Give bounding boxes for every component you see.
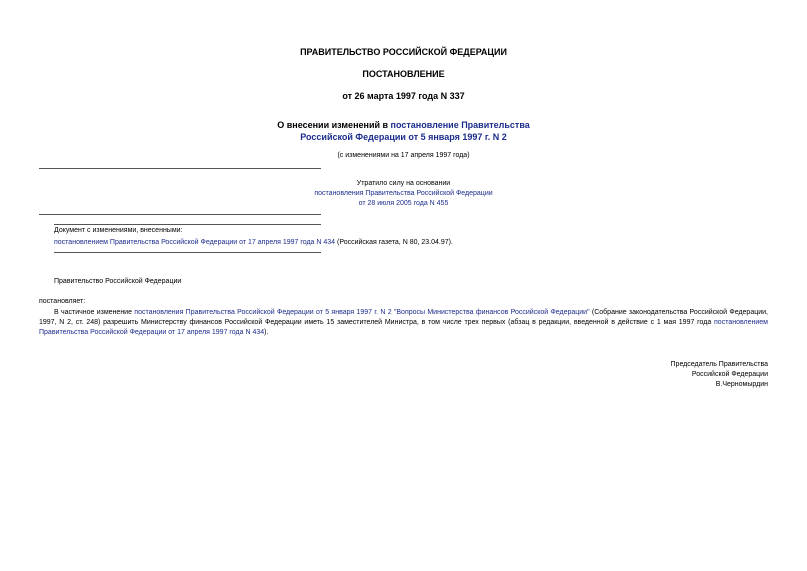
paragraph-middle: (Собрание законодательства Российской Федерации, 1997, N 2, ст. 248) разрешить Министерству финансов Российской Федерации иметь 15 заместителей Министра, в том числе трех первых (абзац в редакции, введенной в действие с 1 мая 1997 года [39, 309, 768, 326]
government-title: ПРАВИТЕЛЬСТВО РОССИЙСКОЙ ФЕДЕРАЦИИ [300, 47, 507, 57]
main-paragraph [39, 308, 768, 337]
paragraph-link-resolution-2[interactable]: постановления Правительства Российской Федерации от 5 января 1997 г. N 2 "Вопросы Министерства финансов Российской Федерации" [134, 309, 590, 316]
amendment-note: (с изменениями на 17 апреля 1997 года) [337, 152, 470, 159]
changes-intro: Документ с изменениями, внесенными: [54, 227, 183, 234]
paragraph-end: ). [264, 328, 269, 336]
divider [54, 224, 321, 225]
heading-link-line1[interactable]: постановление Правительства [390, 120, 530, 130]
signature-name: В.Черномырдин [715, 380, 768, 388]
changes-block [54, 226, 774, 248]
divider [39, 214, 321, 215]
signature-country: Российской Федерации [691, 370, 768, 378]
signature-position: Председатель Правительства [670, 361, 768, 368]
changes-link[interactable]: постановлением Правительства Российской Федерации от 17 апреля 1997 года N 434 [54, 238, 336, 246]
paragraph-start: В частичное изменение [54, 309, 135, 316]
invalidation-text: Утратило силу на основании [356, 180, 451, 187]
document-date-number: от 26 марта 1997 года N 337 [342, 91, 465, 101]
paragraph-link-resolution-434[interactable]: постановлением Правительства Российской Федерации от 17 апреля 1997 года N 434 [39, 318, 768, 336]
divider [39, 168, 321, 169]
signature-block [671, 360, 768, 389]
invalidation-link-line2[interactable]: от 28 июля 2005 года N 455 [358, 199, 449, 207]
document-type: ПОСТАНОВЛЕНИЕ [362, 69, 445, 79]
invalidation-link-line1[interactable]: постановления Правительства Российской Федерации [314, 189, 493, 197]
changes-line [54, 238, 774, 248]
resolves-label: постановляет: [39, 298, 86, 305]
heading-link-line2[interactable]: Российской Федерации от 5 января 1997 г. N 2 [300, 131, 507, 142]
divider [54, 252, 321, 253]
changes-source: (Российская газета, N 80, 23.04.97). [335, 238, 453, 246]
document-heading [0, 120, 807, 143]
heading-prefix: О внесении изменений в [277, 120, 391, 130]
invalidation-block [300, 179, 507, 208]
government-line: Правительство Российской Федерации [54, 278, 182, 285]
